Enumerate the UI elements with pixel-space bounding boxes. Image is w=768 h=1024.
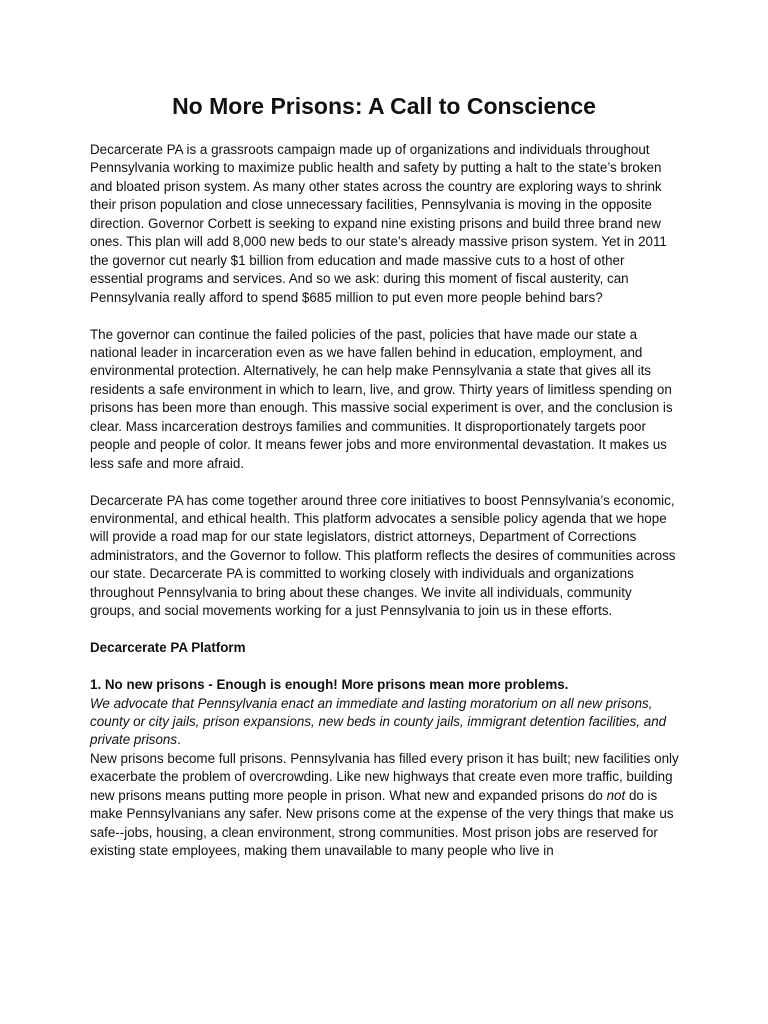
advocacy-text: We advocate that Pennsylvania enact an immediate and lasting moratorium on all new prisons, county or city jails, prison expansions, new beds in county jails, immigrant detention facilities, and private prisons	[90, 695, 667, 748]
platform-item-advocacy	[90, 695, 680, 750]
initiatives-paragraph: Decarcerate PA has come together around three core initiatives to boost Pennsylvania’s economic, environmental, and ethical health. This platform advocates a sensible policy agenda that we hope will provide a road map for our state legislators, district attorneys, Department of Corrections administrators, and the Governor to follow. This platform reflects the desires of communities across our state. Decarcerate PA is committed to working closely with individuals and organizations throughout Pennsylvania to bring about these changes. We invite all individuals, community groups, and social movements working for a just Pennsylvania to join us in these efforts.	[90, 492, 676, 619]
body-text-emphasis: not	[606, 787, 626, 803]
advocacy-period: .	[177, 732, 181, 748]
body-text-end: do is make Pennsylvanians any safer. New prisons come at the expense of the very things that make us safe--jobs, housing, a clean environment, strong communities. Most prison jobs are reserved for existing state employees, making them unavailable to many people who live in	[90, 787, 674, 859]
intro-paragraph: Decarcerate PA is a grassroots campaign made up of organizations and individuals throughout Pennsylvania working to maximize public health and safety by putting a halt to the state’s broken and bloated prison system. As many other states across the country are exploring ways to shrink their prison population and close unnecessary facilities, Pennsylvania is moving in the opposite direction. Governor Corbett is seeking to expand nine existing prisons and build three brand new ones. This plan will add 8,000 new beds to our state’s already massive prison system. Yet in 2011 the governor cut nearly $1 billion from education and made massive cuts to a host of other essential programs and services. And so we ask: during this moment of fiscal austerity, can Pennsylvania really afford to spend $685 million to put even more people behind bars?	[90, 142, 667, 305]
document-body	[90, 141, 680, 861]
policy-paragraph: The governor can continue the failed policies of the past, policies that have made our state a national leader in incarceration even as we have fallen behind in education, employment, and environmental protection. Alternatively, he can help make Pennsylvania a state that gives all its residents a safe environment in which to learn, live, and grow. Thirty years of limitless spending on prisons has been more than enough. This massive social experiment is over, and the conclusion is clear. Mass incarceration destroys families and communities. It disproportionately targets poor people and people of color. It means fewer jobs and more environmental devastation. It makes us less safe and more afraid.	[90, 326, 673, 471]
platform-heading: Decarcerate PA Platform	[90, 640, 246, 656]
platform-item-heading: 1. No new prisons - Enough is enough! More prisons mean more problems.	[90, 677, 569, 693]
document-title: No More Prisons: A Call to Conscience	[172, 93, 596, 119]
platform-item-body	[90, 750, 680, 861]
body-text-start: New prisons become full prisons. Pennsylvania has filled every prison it has built; new facilities only exacerbate the problem of overcrowding. Like new highways that create even more traffic, building new prisons means putting more people in prison. What new and expanded prisons do	[90, 750, 679, 803]
